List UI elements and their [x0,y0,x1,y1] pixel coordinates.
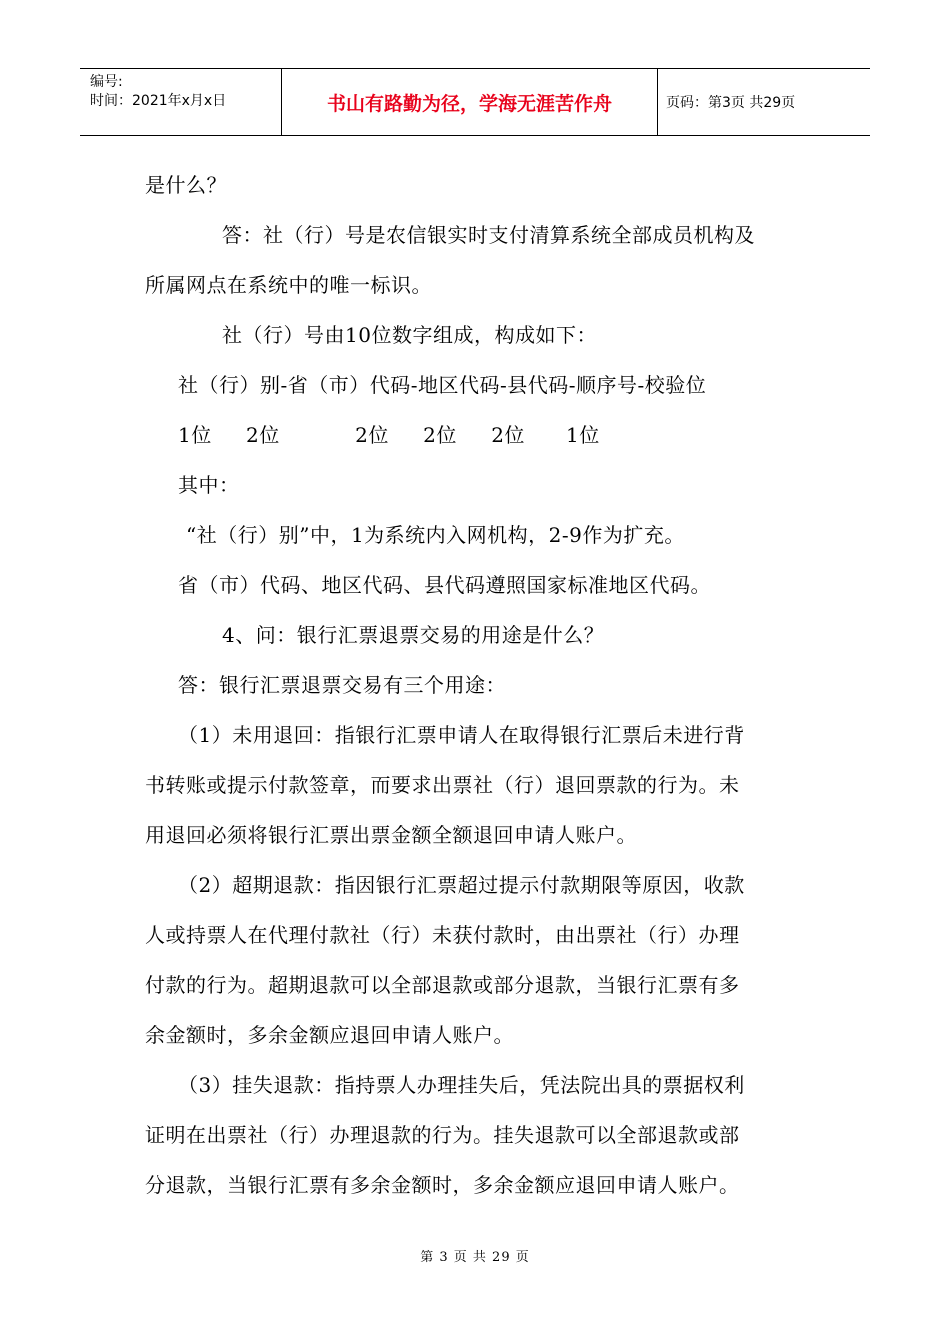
body-line: 人或持票人在代理付款社（行）未获付款时，由出票社（行）办理 [145,923,740,947]
body-line: 书转账或提示付款签章，而要求出票社（行）退回票款的行为。未 [145,773,740,797]
body-line: 其中： [178,473,240,497]
header-motto: 书山有路勤为径，学海无涯苦作舟 [282,69,658,135]
header-meta-cell [80,69,282,135]
body-line: （2）超期退款：指因银行汇票超过提示付款期限等原因，收款 [178,873,745,897]
date-label: 时间：2021年x月x日 [90,93,227,109]
body-line: 分退款，当银行汇票有多余金额时，多余金额应退回申请人账户。 [145,1173,740,1197]
body-line: 用退回必须将银行汇票出票金额全额退回申请人账户。 [145,823,637,847]
body-line: 社（行）别-省（市）代码-地区代码-县代码-顺序号-校验位 [178,373,707,397]
body-line: 答：社（行）号是农信银实时支付清算系统全部成员机构及 [222,223,755,247]
body-line: 证明在出票社（行）办理退款的行为。挂失退款可以全部退款或部 [145,1123,740,1147]
header-page-info: 页码：第3页 共29页 [666,95,796,111]
body-line: 社（行）号由10位数字组成，构成如下： [222,323,597,347]
number-label: 编号: [90,74,123,90]
body-line: 省（市）代码、地区代码、县代码遵照国家标准地区代码。 [178,573,711,597]
body-line: “社（行）别”中，1为系统内入网机构，2-9作为扩充。 [186,523,685,547]
body-line: 付款的行为。超期退款可以全部退款或部分退款，当银行汇票有多 [145,973,740,997]
body-line: 答：银行汇票退票交易有三个用途： [178,673,506,697]
body-line: （3）挂失退款：指持票人办理挂失后，凭法院出具的票据权利 [178,1073,745,1097]
body-line: 是什么？ [145,173,227,197]
body-line: 所属网点在系统中的唯一标识。 [145,273,432,297]
body-line: 1位 2位 2位 2位 2位 1位 [178,423,600,447]
page-footer: 第 3 页 共 29 页 [420,1250,530,1265]
body-line: （1）未用退回：指银行汇票申请人在取得银行汇票后未进行背 [178,723,745,747]
page-header [80,68,870,136]
body-line: 4、问：银行汇票退票交易的用途是什么？ [222,623,605,647]
body-line: 余金额时，多余金额应退回申请人账户。 [145,1023,514,1047]
